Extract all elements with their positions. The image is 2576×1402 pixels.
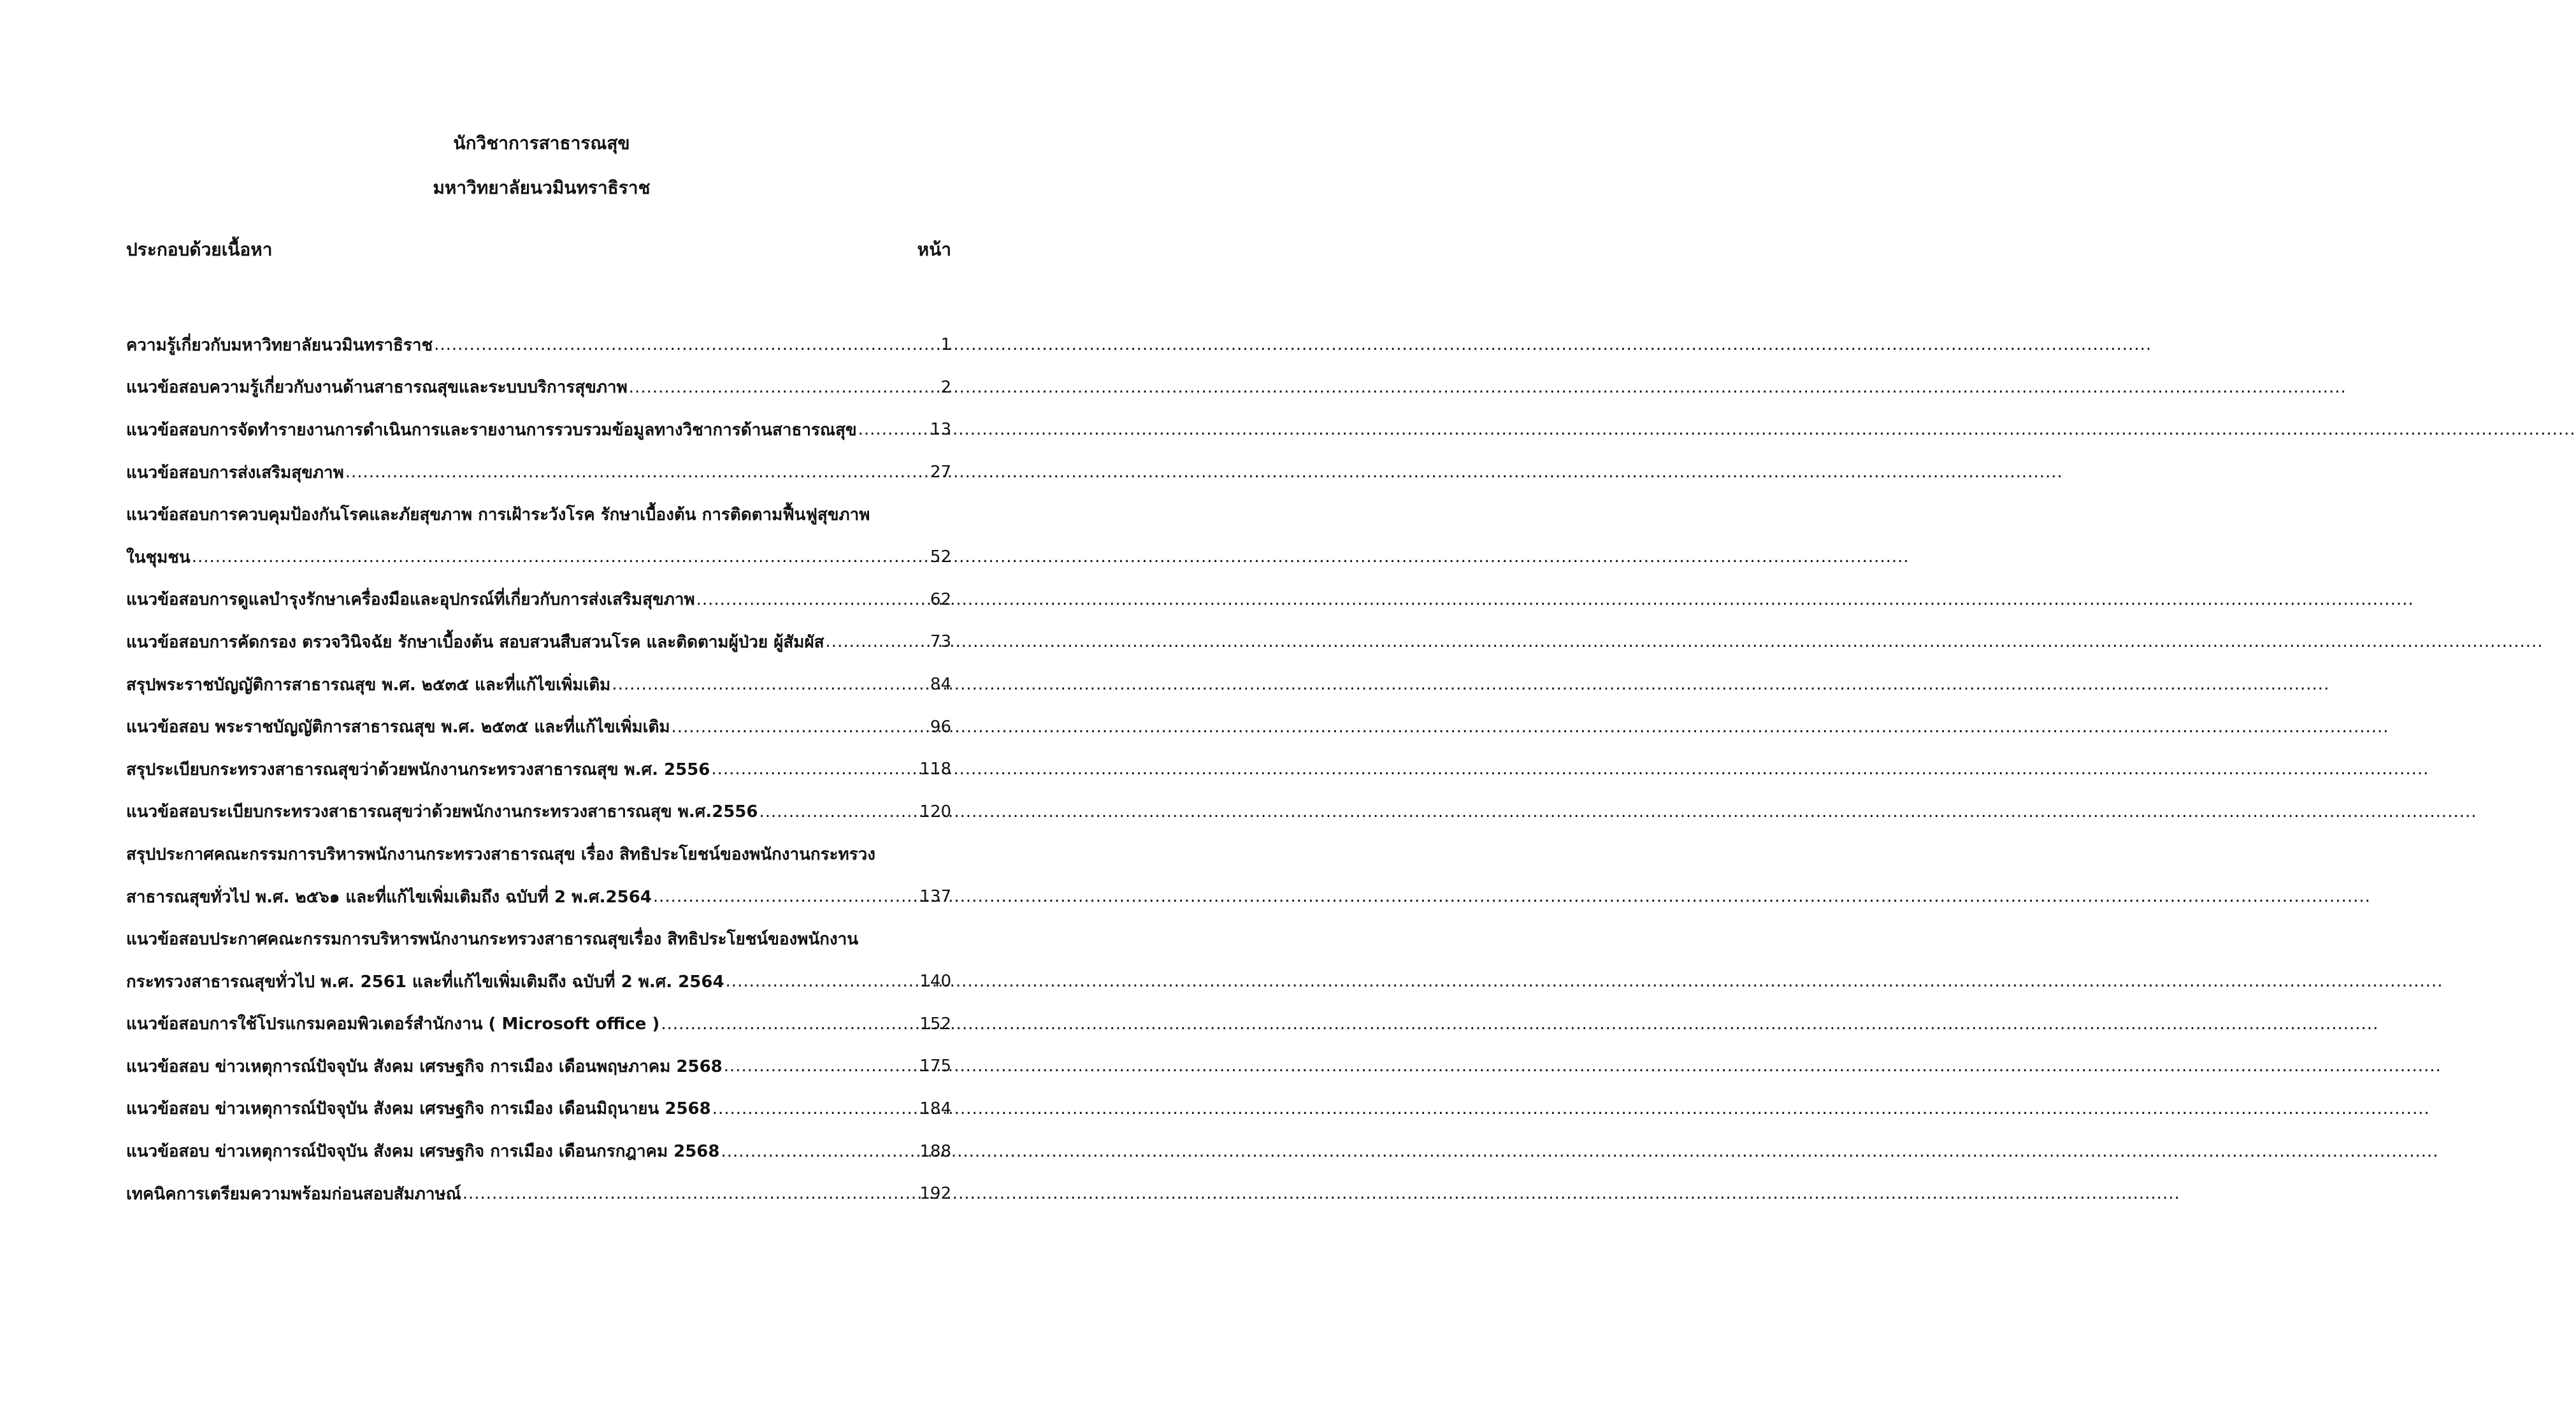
toc-entry-title: กระทรวงสาธารณสุขทั่วไป พ.ศ. 2561 และที่แก้ไขเพิ่มเติมถึง ฉบับที่ 2 พ.ศ. 2564	[126, 972, 724, 992]
toc-entry-page: 118	[919, 760, 951, 779]
toc-entry	[126, 876, 951, 918]
toc-leader-dots	[345, 463, 929, 482]
toc-entry-page: 2	[940, 377, 951, 397]
toc-entry-title: แนวข้อสอบการดูแลบำรุงรักษาเครื่องมือและอุปกรณ์ที่เกี่ยวกับการส่งเสริมสุขภาพ	[126, 590, 695, 610]
toc-entry-page: 175	[919, 1057, 951, 1076]
toc-entry-page: 137	[919, 887, 951, 907]
toc-entry-title: แนวข้อสอบการคัดกรอง ตรวจวินิจฉัย รักษาเบื้องต้น สอบสวนสืบสวนโรค และติดตามผู้ป่วย ผู้สัมผัส	[126, 632, 824, 652]
toc-entry-page: 120	[919, 802, 951, 821]
toc-entry-title: ความรู้เกี่ยวกับมหาวิทยาลัยนวมินทราธิราช	[126, 335, 433, 355]
toc-entry-title: แนวข้อสอบความรู้เกี่ยวกับงานด้านสาธารณสุขและระบบบริการสุขภาพ	[126, 378, 628, 398]
toc-leader-dots	[672, 718, 929, 737]
toc-entry-title: แนวข้อสอบการควบคุมป้องกันโรคและภัยสุขภาพ การเฝ้าระวังโรค รักษาเบื้องต้น การติดตามฟื้นฟูสุขภาพ	[126, 505, 870, 525]
toc-entry	[126, 408, 951, 451]
toc-entry-continued	[126, 833, 951, 876]
toc-entry-page: 192	[919, 1184, 951, 1204]
toc-entry-title: แนวข้อสอบ พระราชบัญญัติการสาธารณสุข พ.ศ. ๒๕๓๕ และที่แก้ไขเพิ่มเติม	[126, 718, 670, 737]
toc-entry-title: แนวข้อสอบ ข่าวเหตุการณ์ปัจจุบัน สังคม เศรษฐกิจ การเมือง เดือนกรกฎาคม 2568	[126, 1142, 720, 1162]
toc-entry-page: 84	[930, 675, 951, 695]
toc-entry-title: แนวข้อสอบ ข่าวเหตุการณ์ปัจจุบัน สังคม เศรษฐกิจ การเมือง เดือนมิถุนายน 2568	[126, 1099, 711, 1119]
toc-entry	[126, 1130, 951, 1173]
toc-leader-dots	[696, 590, 929, 609]
toc-entry	[126, 579, 951, 621]
toc-entry-title: ในชุมชน	[126, 547, 191, 567]
toc-entry	[126, 324, 951, 366]
toc-entry-title: เทคนิคการเตรียมความพร้อมก่อนสอบสัมภาษณ์	[126, 1184, 461, 1204]
toc-entry-title: สรุปพระราชบัญญัติการสาธารณสุข พ.ศ. ๒๕๓๕ และที่แก้ไขเพิ่มเติม	[126, 675, 611, 695]
document-title: นักวิชาการสาธารณสุข	[453, 133, 630, 154]
toc-entry	[126, 705, 951, 748]
toc-entry	[126, 1003, 951, 1046]
toc-leader-dots	[612, 675, 929, 694]
toc-entry-page: 62	[930, 589, 951, 609]
toc-leader-dots	[759, 802, 919, 821]
toc-entry	[126, 1088, 951, 1131]
toc-leader-dots	[726, 972, 919, 991]
toc-entry-page: 96	[930, 717, 951, 737]
toc-entry	[126, 536, 951, 579]
toc-leader-dots	[724, 1057, 919, 1076]
contents-label: ประกอบด้วยเนื้อหา	[126, 239, 273, 260]
toc-entry-title: แนวข้อสอบประกาศคณะกรรมการบริหารพนักงานกระทรวงสาธารณสุขเรื่อง สิทธิประโยชน์ของพนักงาน	[126, 930, 858, 950]
toc-entry	[126, 791, 951, 834]
toc-leader-dots	[192, 547, 929, 567]
toc-entry-page: 27	[930, 463, 951, 482]
toc-entry	[126, 748, 951, 791]
toc-entry-continued	[126, 493, 951, 536]
toc-entry	[126, 366, 951, 409]
toc-leader-dots	[661, 1015, 918, 1034]
toc-entry-title: สาธารณสุขทั่วไป พ.ศ. ๒๕๖๑ และที่แก้ไขเพิ่มเติมถึง ฉบับที่ 2 พ.ศ.2564	[126, 887, 652, 907]
toc-entry-title: แนวข้อสอบการใช้โปรแกรมคอมพิวเตอร์สำนักงาน ( Microsoft office )	[126, 1015, 660, 1034]
toc-entry-page: 184	[919, 1099, 951, 1118]
toc-entry	[126, 960, 951, 1003]
table-of-contents	[126, 324, 951, 1215]
document-page	[0, 0, 1083, 1402]
toc-entry-page: 140	[919, 972, 951, 992]
toc-entry-title: แนวข้อสอบระเบียบกระทรวงสาธารณสุขว่าด้วยพนักงานกระทรวงสาธารณสุข พ.ศ.2556	[126, 802, 758, 822]
toc-leader-dots	[826, 632, 929, 651]
toc-entry-page: 1	[940, 335, 951, 355]
toc-entry	[126, 1045, 951, 1088]
toc-entry-title: แนวข้อสอบการส่งเสริมสุขภาพ	[126, 463, 344, 482]
toc-leader-dots	[721, 1142, 919, 1161]
toc-entry-title: สรุปประกาศคณะกรรมการบริหารพนักงานกระทรวงสาธารณสุข เรื่อง สิทธิประโยชน์ของพนักงานกระทรวง	[126, 844, 875, 864]
toc-entry-title: สรุประเบียบกระทรวงสาธารณสุขว่าด้วยพนักงานกระทรวงสาธารณสุข พ.ศ. 2556	[126, 760, 710, 779]
toc-entry	[126, 451, 951, 494]
toc-leader-dots	[463, 1184, 919, 1203]
toc-header	[126, 237, 951, 263]
document-subtitle: มหาวิทยาลัยนวมินทราธิราช	[433, 177, 651, 198]
toc-entry	[126, 663, 951, 706]
toc-leader-dots	[434, 335, 939, 354]
toc-entry	[126, 1173, 951, 1215]
toc-entry-continued	[126, 918, 951, 960]
toc-leader-dots	[653, 887, 918, 906]
toc-leader-dots	[712, 1099, 919, 1118]
toc-entry-page: 188	[919, 1141, 951, 1161]
toc-entry-title: แนวข้อสอบการจัดทำรายงานการดำเนินการและรายงานการรวบรวมข้อมูลทางวิชาการด้านสาธารณสุข	[126, 420, 857, 440]
toc-leader-dots	[711, 760, 918, 779]
toc-entry-page: 13	[930, 420, 951, 440]
toc-entry-title: แนวข้อสอบ ข่าวเหตุการณ์ปัจจุบัน สังคม เศรษฐกิจ การเมือง เดือนพฤษภาคม 2568	[126, 1057, 723, 1076]
toc-leader-dots	[858, 420, 929, 439]
page-label: หน้า	[917, 239, 951, 260]
toc-entry	[126, 621, 951, 663]
toc-entry-page: 52	[930, 547, 951, 567]
toc-entry-page: 73	[930, 632, 951, 652]
toc-leader-dots	[629, 378, 940, 397]
toc-entry-page: 152	[919, 1014, 951, 1034]
